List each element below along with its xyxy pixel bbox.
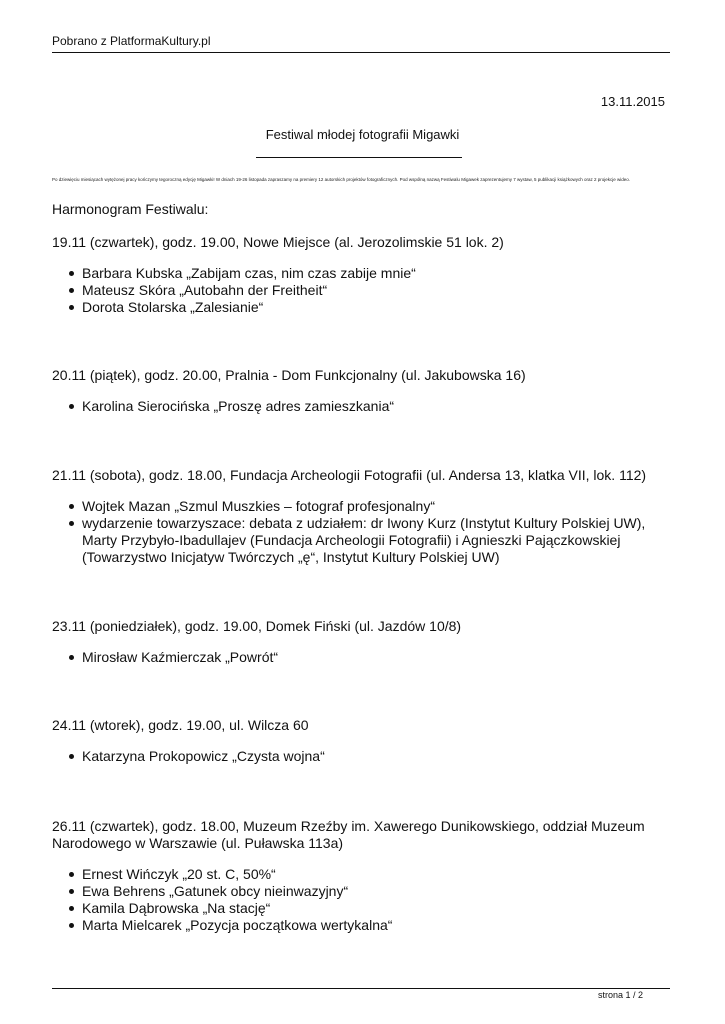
header-divider	[52, 52, 670, 53]
event-block	[52, 818, 670, 934]
title-underline	[256, 157, 462, 158]
event-title: 23.11 (poniedziałek), godz. 19.00, Domek Fiński (ul. Jazdów 10/8)	[52, 618, 462, 634]
list-item: Dorota Stolarska „Zalesianie“	[52, 299, 670, 316]
event-list	[52, 398, 670, 415]
event-title: 21.11 (sobota), godz. 18.00, Fundacja Archeologii Fotografii (ul. Andersa 13, klatka VII, lok. 112)	[52, 467, 647, 483]
event-list	[52, 649, 670, 666]
list-item: Kamila Dąbrowska „Na stację“	[52, 900, 670, 917]
event-list	[52, 498, 670, 566]
event-title: 26.11 (czwartek), godz. 18.00, Muzeum Rzeźby im. Xawerego Dunikowskiego, oddział Muzeum Narodowego w Warszawie (ul. Puławska 113a)	[52, 818, 645, 851]
list-item: wydarzenie towarzyszace: debata z udziałem: dr Iwony Kurz (Instytut Kultury Polskiej UW), Marty Przybyło-Ibadullajev (Fundacja Archeologii Fotografii) i Agnieszki Pajączkowskiej (Towarzystwo Inicjatyw Twórczych „ę“, Instytut Kultury Polskiej UW)	[52, 515, 670, 566]
document-date: 13.11.2015	[600, 94, 665, 109]
schedule-heading: Harmonogram Festiwalu:	[52, 201, 209, 217]
event-block	[52, 367, 670, 415]
event-list	[52, 748, 670, 765]
event-block	[52, 717, 670, 765]
event-title: 19.11 (czwartek), godz. 19.00, Nowe Miejsce (al. Jerozolimskie 51 lok. 2)	[52, 234, 504, 250]
list-item: Mirosław Kaźmierczak „Powrót“	[52, 649, 670, 666]
event-title: 20.11 (piątek), godz. 20.00, Pralnia - Dom Funkcjonalny (ul. Jakubowska 16)	[52, 367, 526, 383]
list-item: Wojtek Mazan „Szmul Muszkies – fotograf profesjonalny“	[52, 498, 670, 515]
event-title: 24.11 (wtorek), godz. 19.00, ul. Wilcza 60	[52, 717, 309, 733]
event-list	[52, 265, 670, 316]
list-item: Katarzyna Prokopowicz „Czysta wojna“	[52, 748, 670, 765]
list-item: Barbara Kubska „Zabijam czas, nim czas zabije mnie“	[52, 265, 670, 282]
list-item: Ewa Behrens „Gatunek obcy nieinwazyjny“	[52, 883, 670, 900]
list-item: Mateusz Skóra „Autobahn der Freitheit“	[52, 282, 670, 299]
footer-divider	[52, 988, 670, 989]
page-header-source: Pobrano z PlatformaKultury.pl	[52, 34, 211, 48]
event-block	[52, 467, 670, 566]
event-block	[52, 234, 670, 316]
page-number: strona 1 / 2	[597, 990, 643, 1000]
list-item: Marta Mielcarek „Pozycja początkowa wertykalna“	[52, 917, 670, 934]
list-item: Ernest Wińczyk „20 st. C, 50%“	[52, 866, 670, 883]
event-list	[52, 866, 670, 934]
event-block	[52, 618, 670, 666]
intro-text: Po dziewięciu miesiącach wytężonej pracy kończymy tegoroczną edycję Migawki! W dniach 19-26 listopada zapraszamy na premiery 12 autorskich projektów fotograficznych. Pod wspólną nazwą Festiwalu Migawek zaprezentujemy 7 wystaw, 5 publikacji książkowych oraz 2 projekcje wideo.	[52, 177, 631, 182]
document-title: Festiwal młodej fotografii Migawki	[265, 127, 460, 142]
list-item: Karolina Sierocińska „Proszę adres zamieszkania“	[52, 398, 670, 415]
